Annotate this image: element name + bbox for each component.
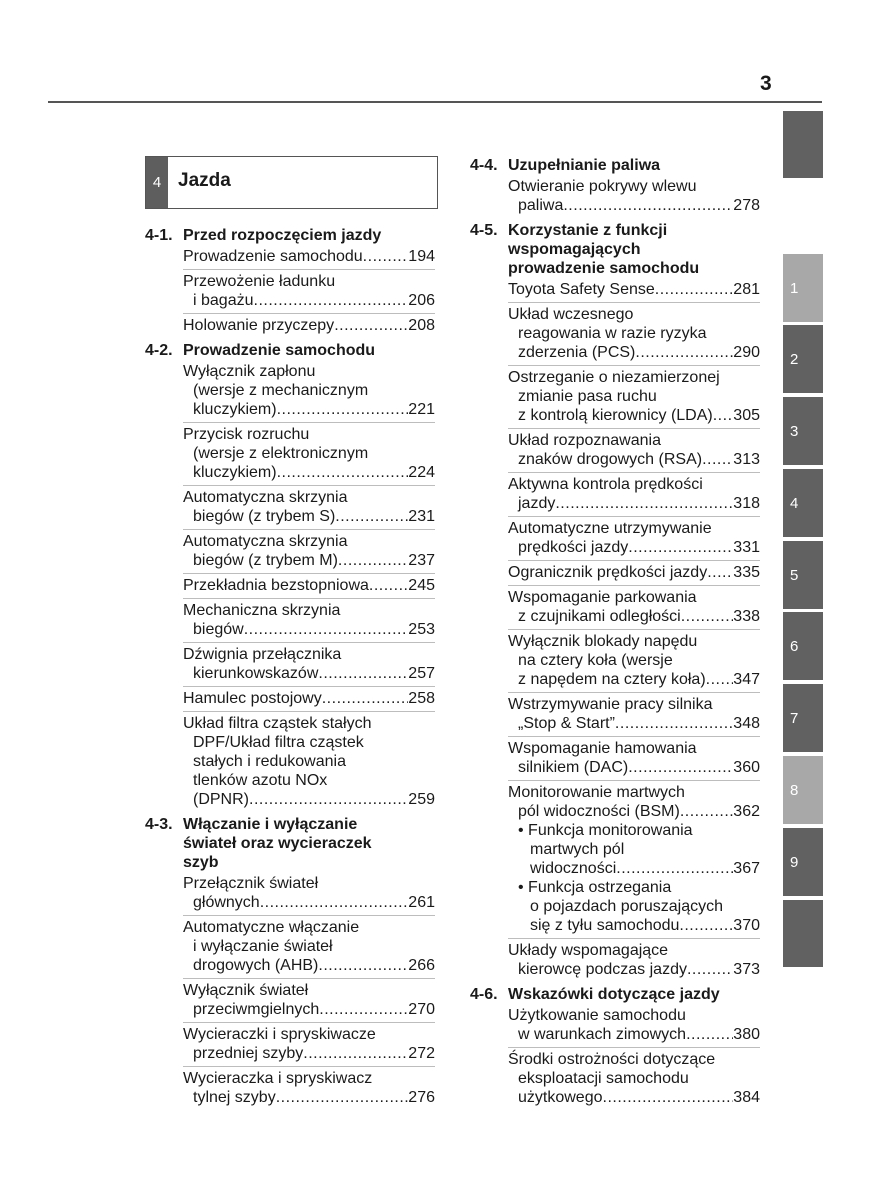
toc-entry[interactable]: Wyłącznik blokady napędu na cztery koła (wersje z napędem na cztery koła) ..... 347 bbox=[508, 630, 760, 693]
toc-entry[interactable]: Automatyczna skrzynia biegów (z trybem S) ..... 231 bbox=[183, 486, 435, 530]
section-heading[interactable]: 4-2. Prowadzenie samochodu bbox=[145, 342, 376, 359]
toc-entry[interactable]: Przycisk rozruchu (wersje z elektronicznym kluczykiem) ..... 224 bbox=[183, 423, 435, 486]
toc-entry[interactable]: Wstrzymywanie pracy silnika „Stop & Start” ..... 348 bbox=[508, 693, 760, 737]
side-tab-9[interactable]: 9 bbox=[783, 828, 823, 896]
chapter-title: Jazda bbox=[178, 170, 231, 191]
toc-entry[interactable]: Automatyczna skrzynia biegów (z trybem M) ..... 237 bbox=[183, 530, 435, 574]
chapter-header bbox=[145, 156, 438, 209]
section-heading[interactable]: 4-4. Uzupełnianie paliwa bbox=[470, 157, 661, 174]
side-tab-8[interactable]: 8 bbox=[783, 756, 823, 824]
toc-entry[interactable]: Wyłącznik świateł przeciwmgielnych ..... 270 bbox=[183, 979, 435, 1023]
section-heading[interactable]: 4-5. Korzystanie z funkcji wspomagających prowadzenie samochodu bbox=[470, 222, 700, 277]
side-tab-5[interactable]: 5 bbox=[783, 541, 823, 609]
section-heading[interactable]: 4-6. Wskazówki dotyczące jazdy bbox=[470, 986, 720, 1003]
toc-entry[interactable]: Hamulec postojowy ..... 258 bbox=[183, 687, 435, 712]
toc-entry[interactable]: Przełącznik świateł głównych ..... 261 bbox=[183, 872, 435, 916]
toc-entry[interactable]: Wspomaganie parkowania z czujnikami odległości ..... 338 bbox=[508, 586, 760, 630]
toc-entry[interactable]: Mechaniczna skrzynia biegów ..... 253 bbox=[183, 599, 435, 643]
toc-entry[interactable]: Dźwignia przełącznika kierunkowskazów ..... 257 bbox=[183, 643, 435, 687]
toc-entry[interactable]: Układy wspomagające kierowcę podczas jazdy ..... 373 bbox=[508, 939, 760, 982]
section-heading[interactable]: 4-3. Włączanie i wyłączanie świateł oraz wycieraczek szyb bbox=[145, 816, 372, 871]
toc-entry[interactable]: Wycieraczka i spryskiwacz tylnej szyby ..... 276 bbox=[183, 1067, 435, 1110]
side-tab-4[interactable]: 4 bbox=[783, 469, 823, 537]
toc-entry[interactable]: Prowadzenie samochodu ..... 194 bbox=[183, 245, 435, 270]
toc-entry[interactable]: Użytkowanie samochodu w warunkach zimowych ..... 380 bbox=[508, 1004, 760, 1048]
toc-entry[interactable]: Ostrzeganie o niezamierzonej zmianie pasa ruchu z kontrolą kierownicy (LDA) ..... 305 bbox=[508, 366, 760, 429]
toc-entry[interactable]: Przekładnia bezstopniowa ..... 245 bbox=[183, 574, 435, 599]
toc-entry[interactable]: Monitorowanie martwych pól widoczności (BSM) ..... 362 • Funkcja monitorowania martwych pól widoczności ..... 367 • Funkcja ostrzegania o pojazdach poruszających się z tyłu samochodu ..... 370 bbox=[508, 781, 760, 939]
toc-entry[interactable]: Wycieraczki i spryskiwacze przedniej szyby ..... 272 bbox=[183, 1023, 435, 1067]
side-tab-blank[interactable] bbox=[783, 111, 823, 178]
toc-entry[interactable]: Układ rozpoznawania znaków drogowych (RSA) ..... 313 bbox=[508, 429, 760, 473]
toc-left-column bbox=[145, 223, 435, 1110]
side-tab-6[interactable]: 6 bbox=[783, 612, 823, 680]
side-tab-3[interactable]: 3 bbox=[783, 397, 823, 465]
toc-entry[interactable]: Automatyczne włączanie i wyłączanie świateł drogowych (AHB) ..... 266 bbox=[183, 916, 435, 979]
toc-entry[interactable]: Aktywna kontrola prędkości jazdy ..... 318 bbox=[508, 473, 760, 517]
toc-subentry[interactable]: • Funkcja monitorowania martwych pól widoczności ..... 367 bbox=[508, 821, 760, 878]
toc-entry[interactable]: Układ wczesnego reagowania w razie ryzyka zderzenia (PCS) ..... 290 bbox=[508, 303, 760, 366]
toc-entry[interactable]: Toyota Safety Sense ..... 281 bbox=[508, 278, 760, 303]
side-tab-1[interactable]: 1 bbox=[783, 254, 823, 322]
header-rule bbox=[48, 101, 822, 103]
toc-entry[interactable]: Przewożenie ładunku i bagażu ..... 206 bbox=[183, 270, 435, 314]
page-number: 3 bbox=[760, 72, 772, 95]
section-heading[interactable]: 4-1. Przed rozpoczęciem jazdy bbox=[145, 227, 382, 244]
side-tab-2[interactable]: 2 bbox=[783, 325, 823, 393]
toc-entry[interactable]: Ogranicznik prędkości jazdy ..... 335 bbox=[508, 561, 760, 586]
toc-entry[interactable]: Otwieranie pokrywy wlewu paliwa ..... 278 bbox=[508, 175, 760, 218]
toc-entry[interactable]: Wyłącznik zapłonu (wersje z mechanicznym kluczykiem) ..... 221 bbox=[183, 360, 435, 423]
toc-entry[interactable]: Układ filtra cząstek stałych DPF/Układ filtra cząstek stałych i redukowania tlenków azotu NOx (DPNR) ..... 259 bbox=[183, 712, 435, 812]
toc-entry[interactable]: Wspomaganie hamowania silnikiem (DAC) ..... 360 bbox=[508, 737, 760, 781]
toc-entry[interactable]: Holowanie przyczepy ..... 208 bbox=[183, 314, 435, 338]
side-tab-7[interactable]: 7 bbox=[783, 684, 823, 752]
toc-subentry[interactable]: • Funkcja ostrzegania o pojazdach poruszających się z tyłu samochodu ..... 370 bbox=[508, 878, 760, 935]
toc-right-column bbox=[470, 153, 760, 1110]
side-tab-blank-bottom[interactable] bbox=[783, 900, 823, 967]
toc-entry[interactable]: Automatyczne utrzymywanie prędkości jazdy ..... 331 bbox=[508, 517, 760, 561]
chapter-number: 4 bbox=[146, 157, 168, 208]
toc-entry[interactable]: Środki ostrożności dotyczące eksploatacji samochodu użytkowego ..... 384 bbox=[508, 1048, 760, 1110]
